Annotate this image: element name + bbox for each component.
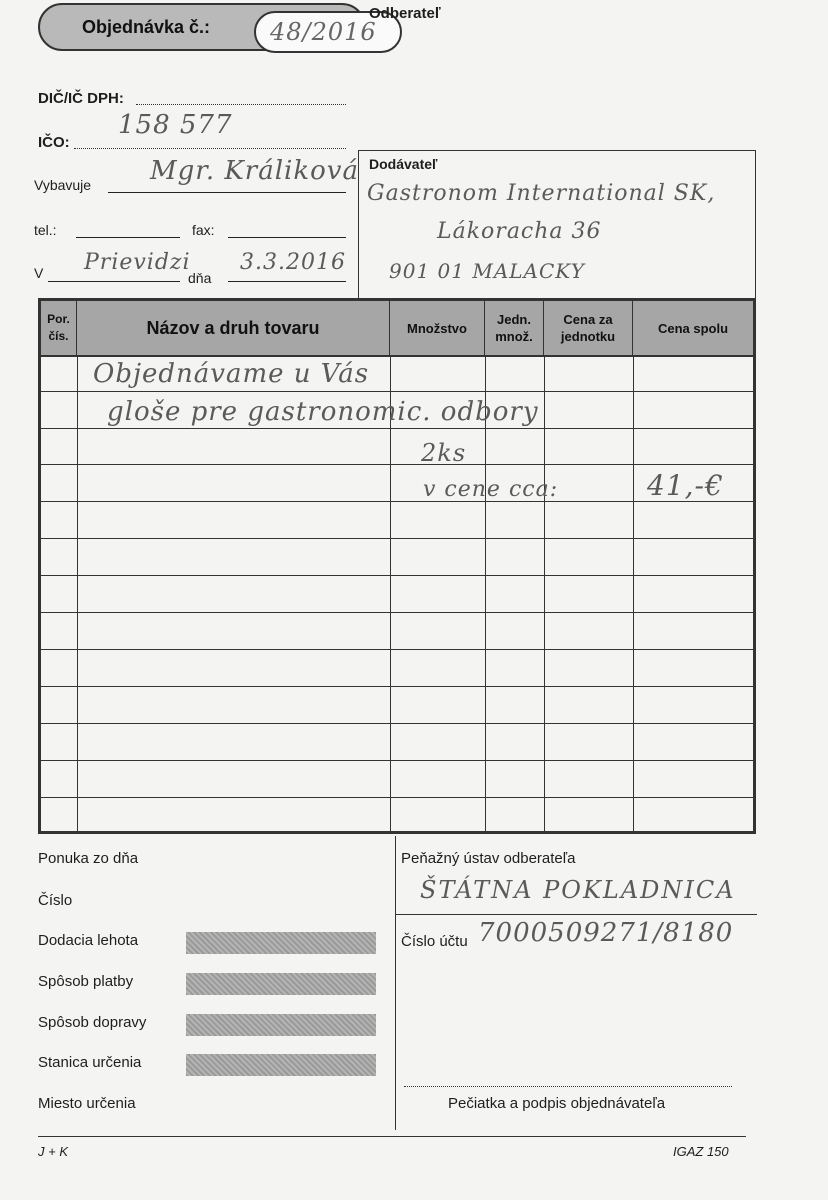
date-field (228, 281, 346, 282)
date-label: dňa (188, 270, 212, 286)
ico-value: 158 577 (118, 110, 233, 140)
stamp-signature-label: Pečiatka a podpis objednávateľa (448, 1095, 666, 1112)
supplier-label: Dodávateľ (369, 156, 438, 172)
bank-separator (395, 914, 757, 915)
item-text-line-2: gloše pre gastronomic. odbory (107, 397, 539, 427)
row-divider (41, 612, 753, 613)
signature-line (404, 1086, 732, 1087)
handler-field (108, 192, 346, 193)
delivery-time-label: Dodacia lehota (38, 932, 139, 949)
col-header-total: Cena spolu (657, 320, 729, 336)
row-divider (41, 464, 753, 465)
item-price-label: v cene cca: (423, 477, 559, 502)
handler-value: Mgr. Králiková (150, 156, 359, 186)
supplier-box (358, 150, 756, 299)
footer-line (38, 1136, 746, 1137)
table-header (41, 301, 753, 357)
col-header-no: Por. čís. (41, 301, 77, 355)
fax-label: fax: (192, 222, 215, 238)
destination-station-label: Stanica určenia (38, 1054, 142, 1071)
bank-value: ŠTÁTNA POKLADNICA (420, 876, 736, 904)
place-field (48, 281, 180, 282)
item-text-line-1: Objednávame u Vás (93, 359, 370, 389)
payment-method-shaded (186, 973, 376, 995)
supplier-street: Lákoracha 36 (437, 219, 602, 244)
tel-label: tel.: (34, 222, 57, 238)
col-header-qty: Množstvo (390, 301, 485, 355)
order-label: Objednávka č.: (82, 17, 211, 37)
delivery-time-shaded (186, 932, 376, 954)
row-divider (41, 538, 753, 539)
item-quantity: 2ks (421, 439, 467, 467)
ico-field (74, 148, 346, 149)
footer-left: J + K (38, 1144, 68, 1159)
items-table (38, 298, 756, 834)
dic-field (136, 104, 346, 105)
account-label: Číslo účtu (401, 933, 468, 950)
row-divider (41, 391, 753, 392)
dic-label: DIČ/IČ DPH: (38, 90, 124, 107)
row-divider (41, 760, 753, 761)
ico-label: IČO: (38, 134, 70, 151)
offer-date-label: Ponuka zo dňa (38, 850, 139, 867)
order-number-value: 48/2016 (270, 18, 377, 46)
row-divider (41, 686, 753, 687)
customer-section-label: Odberateľ (369, 5, 441, 22)
footer-right: IGAZ 150 (673, 1144, 729, 1159)
col-header-name: Názov a druh tovaru (77, 301, 390, 355)
row-divider (41, 723, 753, 724)
payment-method-label: Spôsob platby (38, 973, 134, 990)
tel-field (76, 237, 180, 238)
row-divider (41, 428, 753, 429)
account-value: 7000509271/8180 (478, 918, 734, 948)
col-header-unit-price: Cena za jednotku (544, 301, 633, 355)
destination-station-shaded (186, 1054, 376, 1076)
supplier-name: Gastronom International SK, (367, 181, 716, 206)
offer-number-label: Číslo (38, 892, 73, 909)
handler-label: Vybavuje (34, 177, 92, 193)
fax-field (228, 237, 346, 238)
place-value: Prievidzi (84, 250, 191, 275)
transport-method-label: Spôsob dopravy (38, 1014, 147, 1031)
row-divider (41, 797, 753, 798)
place-label: V (34, 265, 44, 281)
row-divider (41, 649, 753, 650)
row-divider (41, 575, 753, 576)
bottom-divider (395, 836, 396, 1130)
supplier-city: 901 01 MALACKY (389, 259, 585, 283)
date-value: 3.3.2016 (240, 250, 346, 275)
order-number-badge (38, 3, 377, 51)
transport-method-shaded (186, 1014, 376, 1036)
destination-place-label: Miesto určenia (38, 1095, 136, 1112)
col-header-unit: Jedn. množ. (485, 301, 544, 355)
item-price-value: 41,-€ (647, 469, 724, 502)
bank-label: Peňažný ústav odberateľa (401, 850, 576, 867)
